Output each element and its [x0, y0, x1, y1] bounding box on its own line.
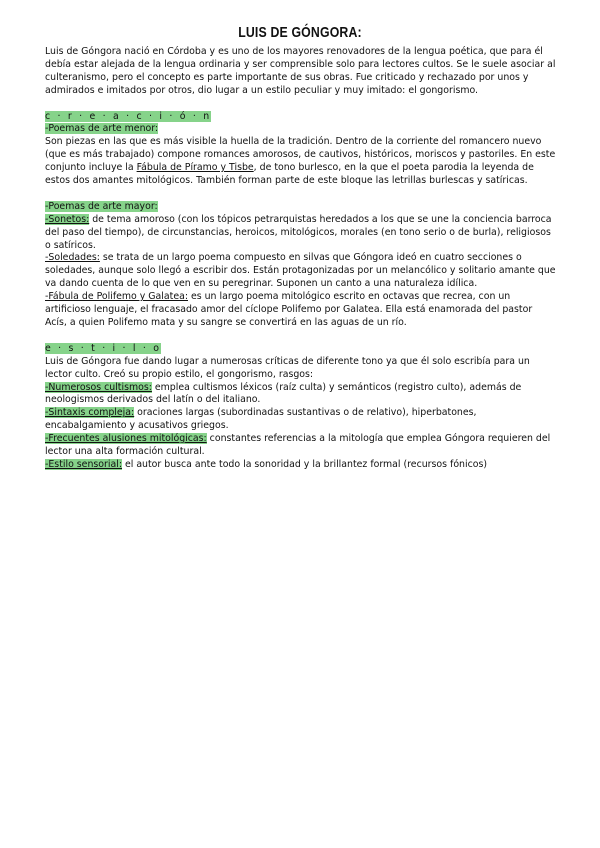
document-body: [45, 46, 557, 472]
estilo-item: [45, 433, 557, 459]
sonetos-paragraph: [45, 214, 557, 253]
arte-menor-paragraph: [45, 136, 557, 188]
fabula-paragraph: [45, 291, 557, 330]
intro-paragraph: Luis de Góngora nació en Córdoba y es uno de los mayores renovadores de la lengua poética, que para él debía estar alejada de la lengua ordinaria y ser comprensible solo para lectores cultos. Se le suele asociar al culteranismo, pero el concepto es parte importante de sus obras. Fue criticado y rechazado por unos y admirados e imitados por otros, dio lugar a un estilo peculiar y muy imitado: el gongorismo.: [45, 46, 556, 96]
sonetos-text: de tema amoroso (con los tópicos petrarquistas heredados a los que se une la conciencia barroca del paso del tiempo), de circunstancias, heroicos, mitológicos, morales (en tono serio o de burla), religiosos o satíricos.: [45, 213, 552, 251]
creacion-heading-line: [45, 111, 557, 124]
estilo-item-label: -Frecuentes alusiones mitológicas:: [45, 433, 207, 445]
arte-menor-text-before: Son piezas en las que es más visible la huella de la tradición. Dentro de la corriente del romancero nuevo (que es más trabajado) compone romances amorosos, de cautivos, históricos, moriscos y pastoriles. En este conjunto incluye la: [45, 136, 556, 174]
page-title: LUIS DE GÓNGORA:: [238, 24, 362, 41]
creacion-heading: c · r · e · a · c · i · ó · n: [45, 110, 212, 122]
estilo-item: [45, 407, 557, 433]
fabula-text: es un largo poema mitológico escrito en octavas que recrea, con un artificioso lenguaje, el fracasado amor del cíclope Polifemo por Galatea. Ella está enamorada del pastor Acís, a quien Polifemo mata y su sangre se convertirá en las aguas de un río.: [45, 291, 533, 328]
estilo-item-text: constantes referencias a la mitología que emplea Góngora requieren del lector una alta formación cultural.: [45, 433, 551, 458]
soledades-paragraph: [45, 252, 557, 291]
arte-menor-label: -Poemas de arte menor:: [45, 123, 159, 135]
estilo-heading: e · s · t · i · l · o: [45, 342, 162, 354]
sonetos-label: -Sonetos:: [45, 213, 90, 225]
estilo-item-label: -Estilo sensorial:: [45, 458, 122, 470]
soledades-label: -Soledades:: [45, 252, 100, 264]
estilo-item-label: -Sintaxis compleja:: [45, 407, 135, 419]
estilo-item-text: el autor busca ante todo la sonoridad y la brillantez formal (recursos fónicos): [121, 458, 488, 470]
arte-mayor-label: -Poemas de arte mayor:: [45, 200, 158, 212]
estilo-item-label: -Numerosos cultismos:: [45, 381, 152, 393]
estilo-item-text: emplea cultismos léxicos (raíz culta) y semánticos (registro culto), además de neologismos derivados del latín o del italiano.: [45, 381, 522, 406]
estilo-heading-line: [45, 343, 557, 356]
estilo-intro: Luis de Góngora fue dando lugar a numerosas críticas de diferente tono ya que él solo escribía para un lector culto. Creó su propio estilo, el gongorismo, rasgos:: [45, 355, 530, 380]
estilo-item-text: oraciones largas (subordinadas sustantivas o de relativo), hiperbatones, encabalgamiento y acusativos griegos.: [45, 407, 477, 432]
estilo-item: [45, 382, 557, 408]
arte-menor-text-after: , de tono burlesco, en la que el poeta parodia la leyenda de estos dos amantes mitológicos. También forman parte de este bloque las letrillas burlescas y satíricas.: [45, 162, 534, 187]
piramo-tisbe-title: Fábula de Píramo y Tisbe: [136, 162, 254, 174]
estilo-item: [45, 459, 557, 472]
arte-mayor-label-line: [45, 201, 557, 214]
fabula-label: -Fábula de Polifemo y Galatea:: [45, 291, 188, 303]
arte-menor-label-line: [45, 123, 557, 136]
soledades-text: se trata de un largo poema compuesto en silvas que Góngora ideó en cuatro secciones o soledades, aunque solo llegó a escribir dos. Están protagonizadas por un melancólico y solitario amante que va dando cuenta de lo que ven en su peregrinar. Suponen un canto a una naturaleza idílica.: [45, 252, 556, 290]
